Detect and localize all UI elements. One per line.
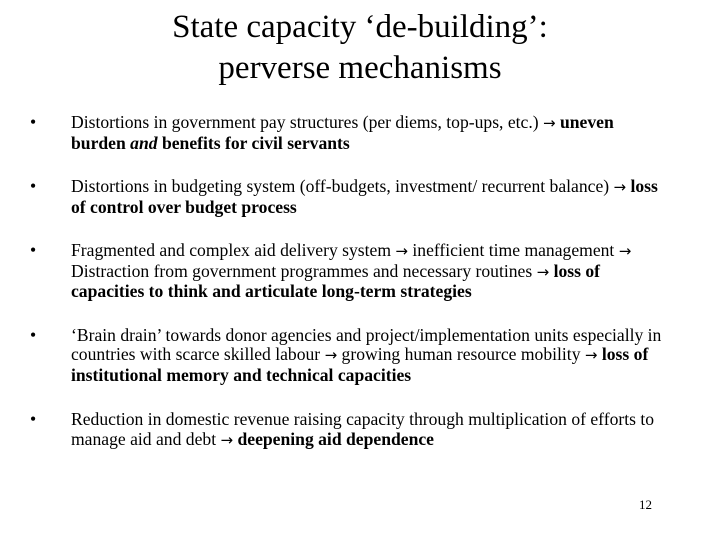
bullet-text: Distraction from government programmes and necessary routines [71, 260, 537, 281]
bullet-icon: • [30, 240, 37, 260]
bullet-icon: • [30, 409, 37, 429]
bullet-icon: • [30, 112, 37, 132]
arrow-right-icon: → [324, 346, 338, 364]
bullet-icon: • [30, 176, 37, 196]
title-line-1: State capacity ‘de-building’: [172, 9, 548, 45]
bullet-emphasis: loss of institutional memory and technical capacities [71, 344, 649, 385]
page-number: 12 [639, 497, 652, 512]
bullet-text: ‘Brain drain’ towards donor agencies and project/implementation units especially in countries with scarce skilled labour [71, 324, 662, 364]
bullet-emphasis: uneven burden [71, 112, 614, 153]
bullet-emphasis: benefits for civil servants [157, 132, 350, 153]
arrow-right-icon: → [536, 262, 550, 281]
bullet-text: Reduction in domestic revenue raising capacity through multiplication of efforts to manage aid and debt [71, 409, 655, 449]
bullet-text: Distortions in budgeting system (off-budgets, investment/ recurrent balance) [71, 176, 614, 196]
bullet-item-revenue [30, 410, 670, 450]
slide-title [60, 7, 660, 89]
arrow-right-icon: → [613, 178, 627, 196]
bullet-icon: • [30, 324, 37, 345]
arrow-right-icon: → [543, 114, 556, 132]
arrow-right-icon: → [584, 346, 598, 364]
arrow-right-icon: → [395, 242, 408, 260]
bullet-text: inefficient time management [408, 240, 619, 260]
bullet-emphasis: loss of capacities to think and articulate long-term strategies [71, 260, 601, 301]
title-line-2: perverse mechanisms [218, 50, 502, 86]
bullet-item-pay-structures [30, 113, 670, 153]
bullet-emphasis: loss of control over budget process [71, 176, 658, 217]
bullet-text: growing human resource mobility [337, 344, 585, 364]
arrow-right-icon: → [618, 242, 632, 260]
bullet-list [30, 113, 670, 474]
bullet-emphasis-italic: and [130, 132, 158, 153]
bullet-text: Distortions in government pay structures (per diems, top-ups, etc.) [71, 112, 543, 132]
bullet-text: Fragmented and complex aid delivery system [71, 240, 396, 260]
bullet-emphasis: deepening aid dependence [237, 428, 434, 449]
bullet-item-aid-delivery [30, 241, 670, 302]
arrow-right-icon: → [220, 430, 234, 449]
bullet-item-brain-drain [30, 326, 670, 386]
bullet-item-budgeting [30, 177, 670, 217]
